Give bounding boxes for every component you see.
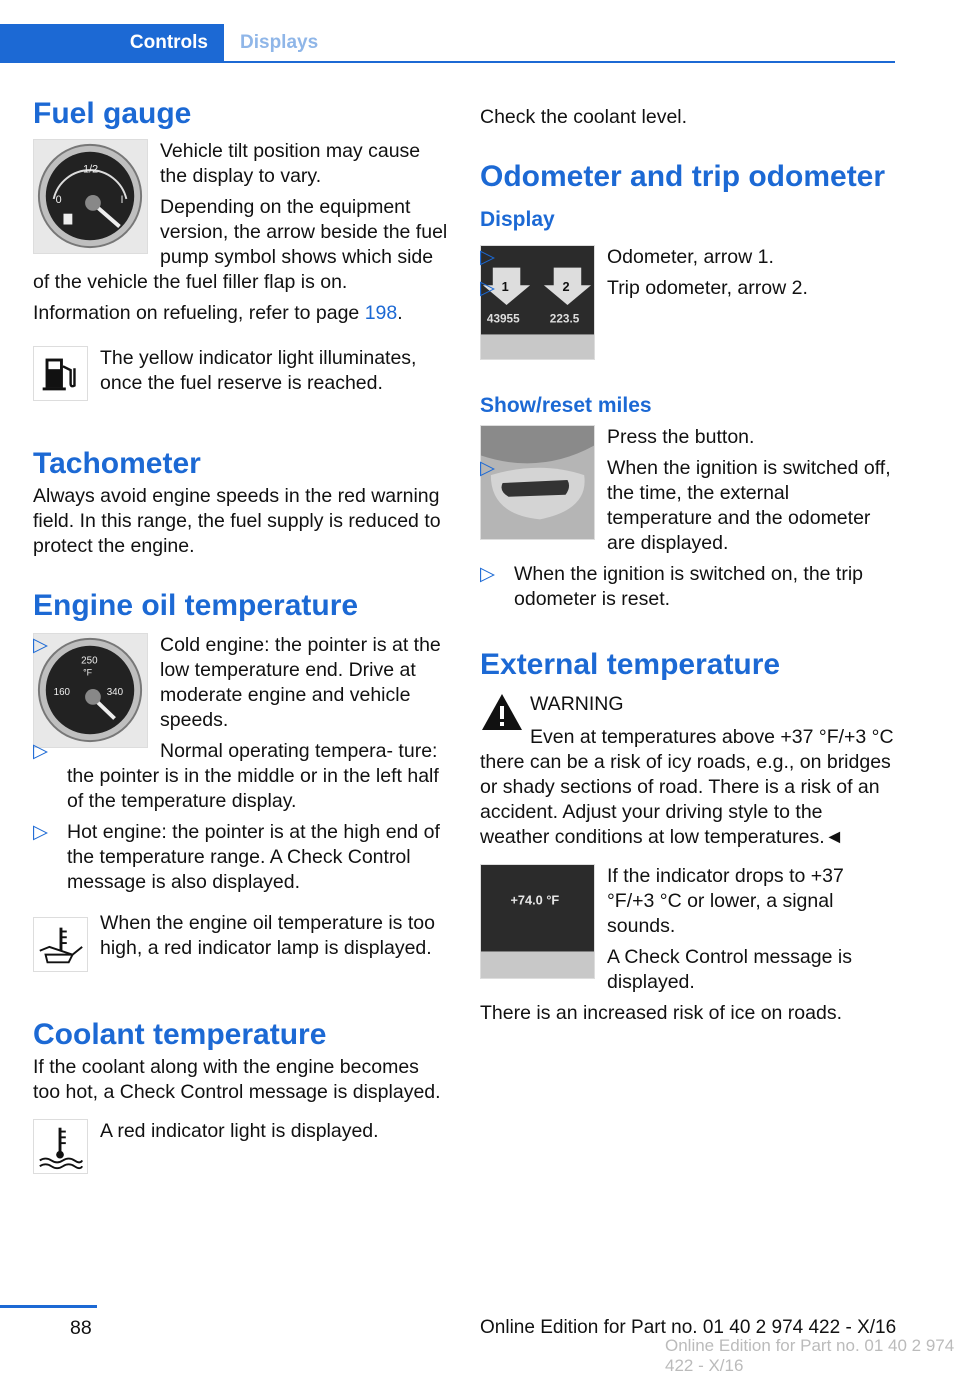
list-item: [33, 633, 449, 733]
right-column: [480, 95, 895, 1026]
tab-controls-label: Controls: [129, 31, 208, 53]
section-tabbar: [0, 24, 895, 63]
bullet-icon: ▷: [480, 457, 495, 480]
coolant-text: If the coolant along with the engine becomes too hot, a Check Control message is displayed.: [33, 1056, 441, 1103]
fuel-gauge-image: [33, 139, 148, 254]
coolant-heading: Coolant temperature: [33, 1017, 327, 1051]
tab-controls[interactable]: [0, 24, 224, 61]
external-temp-value: +74.0 °F: [510, 891, 560, 907]
tab-displays[interactable]: [240, 24, 318, 61]
bullet-icon: ▷: [480, 563, 495, 586]
odometer-heading: Odometer and trip odometer: [480, 160, 886, 193]
fuel-refuel-ref: [33, 301, 449, 326]
reset-list: [480, 456, 895, 612]
trip-odometer-text: Trip odometer, arrow 2.: [607, 276, 808, 299]
oil-gauge-160-label: 160: [53, 686, 71, 698]
bullet-icon: ▷: [480, 245, 495, 268]
oil-hot-text: Hot engine: the pointer is at the high end of the temperature range. A Check Control message is also displayed.: [67, 820, 440, 893]
trip-value: 223.5: [549, 312, 580, 326]
warning-triangle-icon: [480, 692, 524, 732]
ignition-on-text: When the ignition is switched on, the trip odometer is reset.: [514, 563, 864, 611]
coolant-temp-icon: [33, 1119, 88, 1174]
page-198-link[interactable]: 198: [364, 301, 398, 324]
list-item: [480, 245, 895, 270]
warning-text: there can be a risk of icy roads, e.g., on bridges or shady sections of road. There is a risk of an accident. Adjust your driving style to the weather conditions at low temperatures.◄: [480, 750, 891, 848]
tachometer-text: Always avoid engine speeds in the red warning field. In this range, the fuel supply is reduced to protect the engine.: [33, 485, 441, 557]
arrow-2-label: 2: [562, 278, 570, 294]
footer-edition: Online Edition for Part no. 01 40 2 974 422 - X/16: [480, 1317, 897, 1338]
fuel-gauge-zero-label: 0: [55, 193, 62, 206]
oil-gauge-250-label: 250: [81, 654, 98, 666]
list-item: [33, 739, 449, 814]
temp-drop-text: If the indicator drops to +37 °F/+3 °C or lower, a signal sounds.: [607, 864, 844, 937]
oil-conditions-list: [33, 633, 449, 895]
display-subheading: Display: [480, 207, 555, 231]
check-coolant-text: Check the coolant level.: [480, 106, 688, 128]
oil-temp-warning-icon: [33, 917, 88, 972]
ice-risk-text: There is an increased risk of ice on roads.: [480, 1001, 843, 1024]
external-temp-display-image: [480, 864, 595, 979]
fuel-gauge-heading: Fuel gauge: [33, 97, 192, 130]
bullet-icon: ▷: [33, 739, 48, 762]
list-item: [480, 562, 895, 612]
oil-normal-text: Normal operating tempera‐ ture: the pointer is in the middle or in the left half of the temperature display.: [67, 739, 439, 812]
fuel-flap-text: Depending on the equipment version, the arrow beside the fuel pump symbol shows which side of the vehicle the fuel filler flap is on.: [33, 195, 448, 293]
page-number: 88: [70, 1317, 92, 1339]
arrow-1-label: 1: [501, 278, 509, 294]
warning-first-line: Even at temperatures above +37 °F/+3 °C: [530, 725, 894, 748]
tachometer-heading: Tachometer: [33, 446, 201, 480]
fuel-indicator-text: The yellow indicator light illuminates, once the fuel reserve is reached.: [100, 346, 417, 394]
check-control-text: A Check Control message is displayed.: [607, 945, 852, 993]
press-button-text: Press the button.: [607, 426, 755, 449]
fuel-pump-icon: [33, 346, 88, 401]
oil-gauge-340-label: 340: [106, 686, 124, 698]
oil-gauge-unit-label: °F: [83, 666, 93, 677]
fuel-gauge-half-label: 1/2: [83, 162, 99, 175]
oil-cold-text: Cold engine: the pointer is at the low temperature end. Drive at moderate engine and vehicle speeds.: [160, 633, 441, 731]
fuel-gauge-full-label: I: [120, 193, 124, 206]
page-number-rule: [0, 1305, 97, 1308]
watermark: Online Edition for Part no. 01 40 2 974 422 - X/16: [665, 1336, 955, 1375]
left-column: [33, 95, 449, 1178]
odometer-value: 43955: [486, 312, 520, 326]
fuel-refuel-ref-text: Information on refueling, refer to page: [33, 301, 365, 324]
coolant-indicator-text: A red indicator light is displayed.: [100, 1120, 379, 1142]
oil-indicator-text: When the engine oil temperature is too high, a red indicator lamp is displayed.: [100, 911, 435, 959]
external-temp-heading: External temperature: [480, 648, 781, 682]
list-item: [480, 276, 895, 301]
fuel-tilt-text: Vehicle tilt position may cause the display to vary.: [160, 139, 421, 187]
fuel-refuel-ref-period: .: [397, 301, 403, 324]
bullet-icon: ▷: [33, 820, 48, 843]
list-item: [480, 456, 895, 556]
ignition-off-text: When the ignition is switched off, the time, the external temperature and the odometer are displayed.: [607, 457, 891, 555]
bullet-icon: ▷: [480, 276, 495, 299]
warning-header: [530, 692, 895, 750]
bullet-icon: ▷: [33, 633, 48, 656]
engine-oil-heading: Engine oil temperature: [33, 589, 359, 622]
reset-miles-subheading: Show/reset miles: [480, 393, 652, 417]
tab-displays-label: Displays: [240, 32, 319, 53]
warning-label: WARNING: [530, 692, 624, 715]
list-item: [33, 820, 449, 895]
odometer-text: Odometer, arrow 1.: [607, 245, 774, 268]
